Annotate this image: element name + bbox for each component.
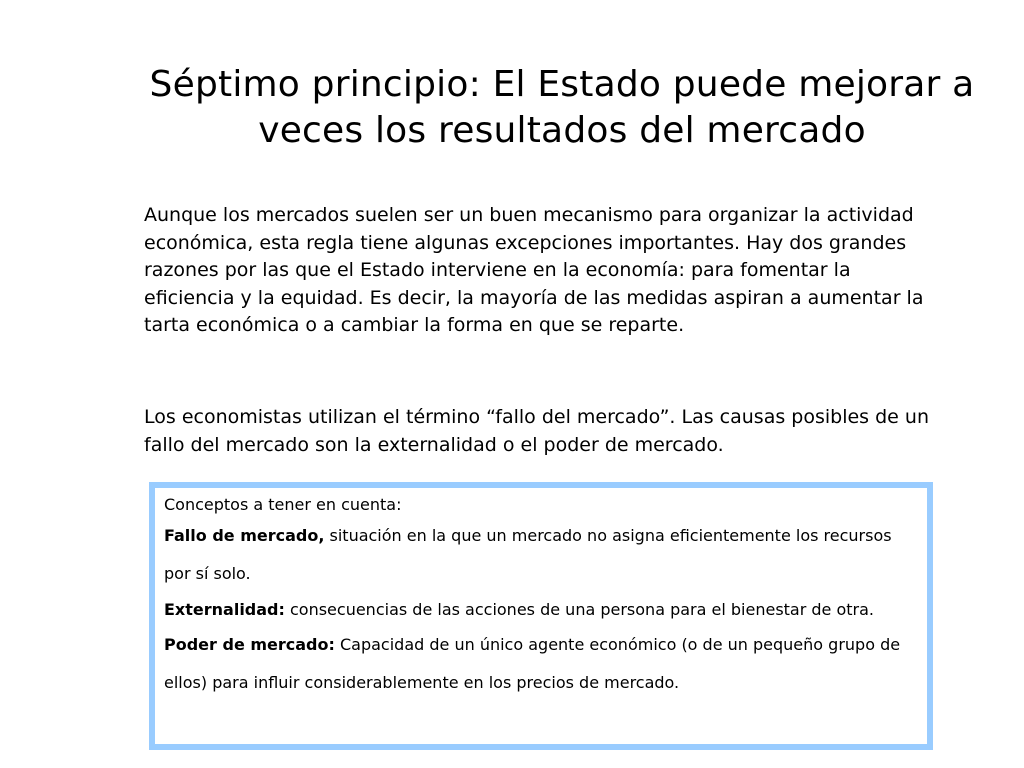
market-failure-paragraph: Los economistas utilizan el término “fallo del mercado”. Las causas posibles de un fallo del mercado son la externalidad o el poder de mercado. (144, 406, 929, 456)
definition-externality (164, 599, 919, 621)
definition-market-power (164, 626, 919, 702)
definition-text: situación en la que un mercado no asigna eficientemente los recursos por sí solo. (164, 526, 892, 583)
definition-term: Poder de mercado: (164, 635, 335, 654)
slide-title (110, 62, 1014, 154)
concepts-box (149, 482, 933, 750)
slide-title-line-1: Séptimo principio: El Estado puede mejorar a (149, 64, 975, 105)
definition-term: Fallo de mercado, (164, 526, 325, 545)
slide-title-line-2: veces los resultados del mercado (258, 110, 866, 151)
definition-market-failure (164, 517, 919, 593)
concepts-heading: Conceptos a tener en cuenta: (164, 495, 402, 514)
definition-term: Externalidad: (164, 600, 285, 619)
intro-paragraph: Aunque los mercados suelen ser un buen mecanismo para organizar la actividad económica, esta regla tiene algunas excepciones importantes. Hay dos grandes razones por las que el Estado interviene en la economía: para fomentar la eficiencia y la equidad. Es decir, la mayoría de las medidas aspiran a aumentar la tarta económica o a cambiar la forma en que se reparte. (144, 204, 924, 336)
definition-text: Capacidad de un único agente económico (o de un pequeño grupo de ellos) para influir considerablemente en los precios de mercado. (164, 635, 901, 692)
definition-text: consecuencias de las acciones de una persona para el bienestar de otra. (284, 600, 875, 619)
